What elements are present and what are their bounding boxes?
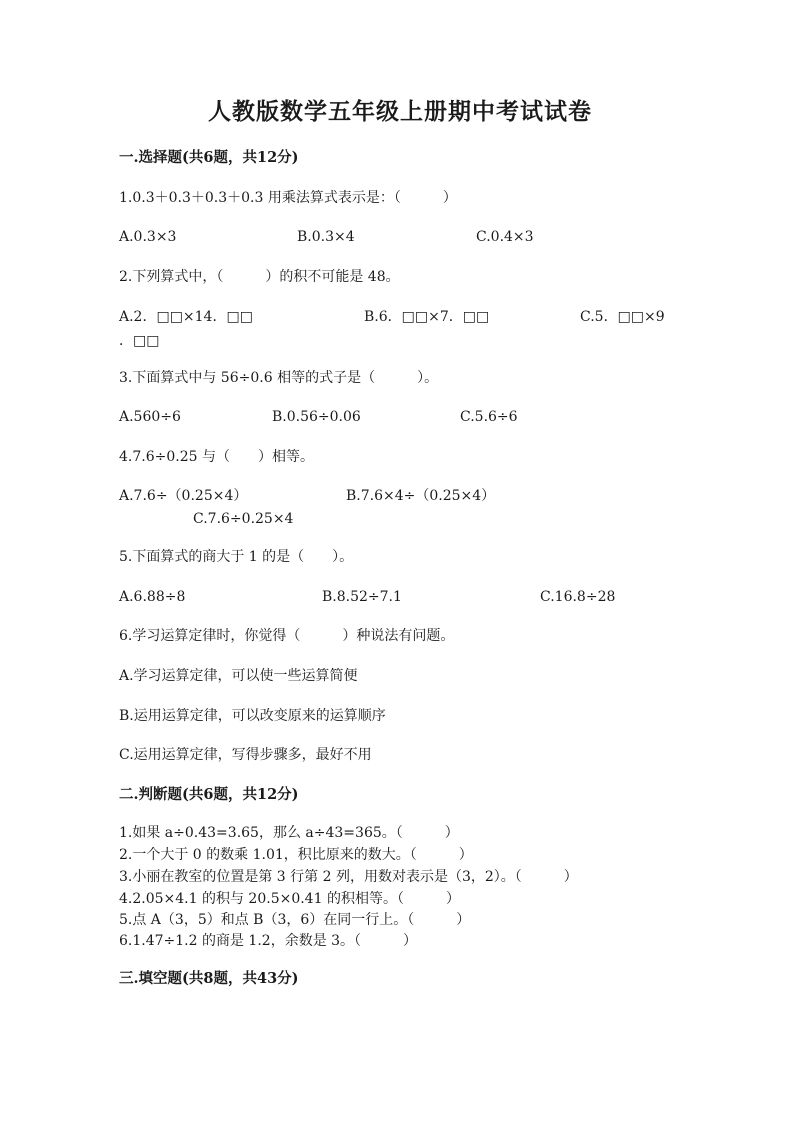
judge-item-1: 1.如果 a÷0.43=3.65，那么 a÷43=365。（ ） xyxy=(119,825,459,841)
question-1-option-c: C.0.4×3 xyxy=(476,229,534,245)
question-2-option-b: B.6．□□×7．□□ xyxy=(364,309,490,325)
question-1-option-b: B.0.3×4 xyxy=(297,229,355,245)
section-heading-choice: 一.选择题(共6题，共12分) xyxy=(119,149,299,166)
question-2-option-c: C.5．□□×9 xyxy=(580,309,665,325)
question-6-option-a: A.学习运算定律，可以使一些运算简便 xyxy=(119,668,358,684)
question-1-stem: 1.0.3＋0.3＋0.3＋0.3 用乘法算式表示是：（ ） xyxy=(119,190,457,206)
page-title: 人教版数学五年级上册期中考试试卷 xyxy=(208,98,592,125)
section-heading-fill-blank: 三.填空题(共8题，共43分) xyxy=(119,970,299,987)
question-5-option-c: C.16.8÷28 xyxy=(540,589,616,605)
judge-item-6: 6.1.47÷1.2 的商是 1.2，余数是 3。（ ） xyxy=(119,933,418,949)
question-3-stem: 3.下面算式中与 56÷0.6 相等的式子是（ ）。 xyxy=(119,370,439,386)
section-heading-true-false: 二.判断题(共6题，共12分) xyxy=(119,786,299,803)
question-4-option-b: B.7.6×4÷（0.25×4） xyxy=(346,488,496,504)
question-4-stem: 4.7.6÷0.25 与（ ）相等。 xyxy=(119,449,314,465)
judge-item-4: 4.2.05×4.1 的积与 20.5×0.41 的积相等。（ ） xyxy=(119,891,460,907)
judge-item-3: 3.小丽在教室的位置是第 3 行第 2 列，用数对表示是（3，2）。（ ） xyxy=(119,869,578,885)
question-4-option-a: A.7.6÷（0.25×4） xyxy=(119,488,248,504)
judge-item-2: 2.一个大于 0 的数乘 1.01，积比原来的数大。（ ） xyxy=(119,847,473,863)
question-3-option-c: C.5.6÷6 xyxy=(460,409,518,425)
question-5-option-b: B.8.52÷7.1 xyxy=(322,589,402,605)
question-2-option-c-continued: ．□□ xyxy=(119,333,160,349)
question-1-option-a: A.0.3×3 xyxy=(119,229,177,245)
question-6-option-b: B.运用运算定律，可以改变原来的运算顺序 xyxy=(119,708,386,724)
judge-item-5: 5.点 A（3，5）和点 B（3，6）在同一行上。（ ） xyxy=(119,912,471,928)
question-3-option-a: A.560÷6 xyxy=(119,409,181,425)
question-3-option-b: B.0.56÷0.06 xyxy=(272,409,361,425)
question-4-option-c: C.7.6÷0.25×4 xyxy=(193,511,294,527)
question-2-option-a: A.2．□□×14．□□ xyxy=(119,309,253,325)
question-2-stem: 2.下列算式中，（ ）的积不可能是 48。 xyxy=(119,269,400,285)
question-5-stem: 5.下面算式的商大于 1 的是（ ）。 xyxy=(119,549,354,565)
question-5-option-a: A.6.88÷8 xyxy=(119,589,186,605)
question-6-stem: 6.学习运算定律时，你觉得（ ）种说法有问题。 xyxy=(119,628,455,644)
question-6-option-c: C.运用运算定律，写得步骤多，最好不用 xyxy=(119,747,372,763)
